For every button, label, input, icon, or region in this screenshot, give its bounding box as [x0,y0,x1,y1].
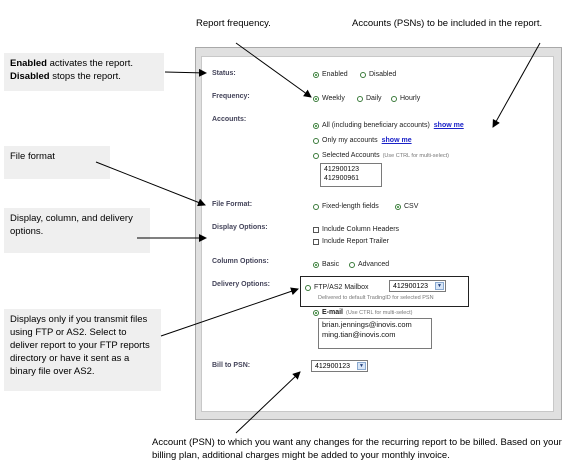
frequency-arrow [236,43,311,97]
frequency-label: Frequency: [212,93,250,100]
email-list-item[interactable]: ming.tian@inovis.com [322,330,396,339]
accounts-label: Accounts: [212,116,247,123]
column-basic-label: Basic [322,261,340,268]
column-options-label: Column Options: [212,258,269,265]
billing-annotation: Account (PSN) to which you want any changes for the recurring report to be billed. Based on your billing plan, additional charges might be added to your monthly invoice. [152,437,562,461]
accounts-mine-label: Only my accounts [322,137,378,144]
frequency-weekly-label: Weekly [322,95,345,102]
chevron-down-icon[interactable]: ▼ [435,282,444,290]
email-hint: (Use CTRL for multi-select) [346,309,413,316]
status-arrow [165,72,206,73]
file-format-arrow [96,162,205,205]
ftp-note-text: Delivered to default TradingID for selected PSN [318,295,434,301]
accounts-annotation: Accounts (PSNs) to be included in the report. [352,18,543,29]
chevron-down-icon[interactable]: ▼ [357,362,366,370]
include-column-headers-label: Include Column Headers [322,226,400,233]
frequency-hourly-label: Hourly [400,95,421,102]
accounts-mine-show-me-link[interactable]: show me [381,137,412,144]
display-options-label: Display Options: [212,224,268,231]
ftp-mailbox-select-value: 412900123 [393,282,429,290]
file-format-csv-label: CSV [404,203,419,210]
bill-to-psn-label: Bill to PSN: [212,362,251,369]
accounts-all-show-me-link[interactable]: show me [433,122,464,129]
status-label: Status: [212,70,236,77]
display-callout-text: Display, column, and delivery options. [10,213,133,237]
status-enabled-label: Enabled [322,71,348,78]
accounts-arrow [493,43,540,127]
status-callout-text2: stops the report. [49,71,121,82]
accounts-all-label: All (including beneficiary accounts) [322,122,430,129]
include-report-trailer-label: Include Report Trailer [322,238,389,245]
billing-arrow [236,372,300,433]
delivery-arrow [161,289,298,336]
frequency-annotation: Report frequency. [196,18,271,29]
column-advanced-label: Advanced [358,261,390,268]
accounts-list-item[interactable]: 412900123 [324,166,360,173]
status-callout-text1: activates the report. [46,58,134,69]
file-format-callout-text: File format [10,151,55,162]
file-format-label: File Format: [212,201,253,208]
email-label: E-mail [322,309,344,316]
delivery-callout-text: Displays only if you transmit files using FTP or AS2. Select to deliver report to your FTP reports directory or have it sent as a binary file over AS2. [10,314,150,377]
file-format-fixed-label: Fixed-length fields [322,203,379,210]
accounts-selected-hint: (Use CTRL for multi-select) [382,152,450,159]
email-list-item[interactable]: brian.jennings@inovis.com [322,320,412,329]
status-callout-bold1: Enabled [10,58,47,69]
delivery-options-label: Delivery Options: [212,281,270,288]
status-callout-bold2: Disabled [10,71,50,82]
frequency-daily-label: Daily [366,95,382,102]
status-disabled-label: Disabled [369,71,397,78]
accounts-list-item[interactable]: 412900961 [324,175,360,182]
accounts-selected-label: Selected Accounts [322,152,380,159]
ftp-mailbox-label: FTP/AS2 Mailbox [314,284,369,291]
bill-to-psn-select-value: 412900123 [315,362,351,370]
